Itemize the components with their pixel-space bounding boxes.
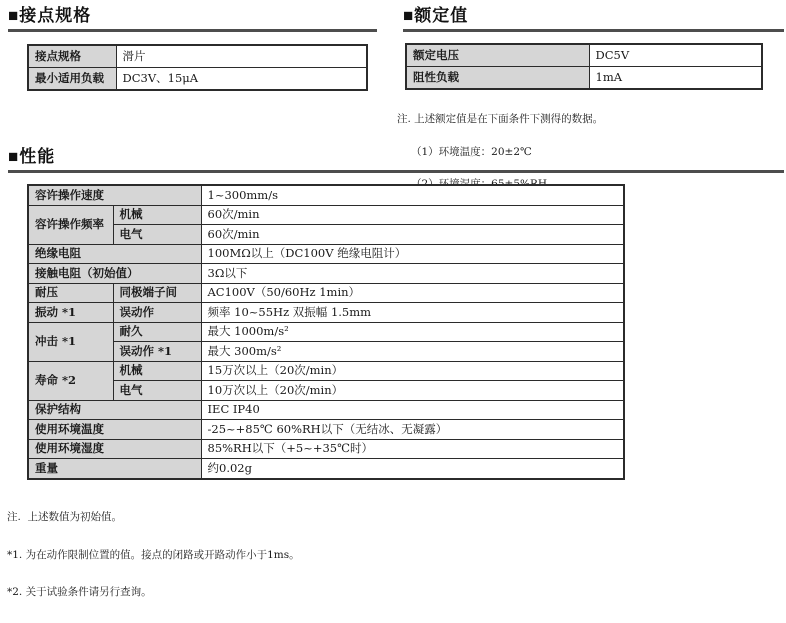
table-row bbox=[28, 381, 624, 401]
table-row bbox=[28, 225, 624, 245]
table-row bbox=[28, 459, 624, 479]
contact-spec-section bbox=[8, 5, 377, 91]
note-line: （1）环境温度：20±2℃ bbox=[411, 145, 532, 158]
table-row bbox=[28, 361, 624, 381]
performance-title: ■性能 bbox=[8, 146, 784, 173]
row-value: DC3V、15μA bbox=[116, 68, 367, 91]
row-label: 保护结构 bbox=[28, 400, 201, 420]
row-label: 使用环境温度 bbox=[28, 420, 201, 440]
row-label: 使用环境湿度 bbox=[28, 439, 201, 459]
table-row bbox=[28, 439, 624, 459]
row-value: 85%RH以下（+5~+35℃时） bbox=[201, 439, 624, 459]
row-label: 寿命 *2 bbox=[28, 361, 113, 400]
contact-spec-title: ■接点规格 bbox=[8, 5, 377, 32]
row-value: 10万次以上（20次/min） bbox=[201, 381, 624, 401]
table-row bbox=[28, 185, 624, 205]
row-label: 阻性负载 bbox=[406, 67, 589, 90]
table-row bbox=[28, 342, 624, 362]
table-row bbox=[28, 283, 624, 303]
table-row bbox=[28, 205, 624, 225]
row-value: IEC IP40 bbox=[201, 400, 624, 420]
contact-spec-table bbox=[27, 44, 368, 91]
row-sublabel: 电气 bbox=[113, 225, 201, 245]
row-value: 1~300mm/s bbox=[201, 185, 624, 205]
row-value: 最大 300m/s² bbox=[201, 342, 624, 362]
row-label: 接点规格 bbox=[28, 45, 116, 68]
row-value: 15万次以上（20次/min） bbox=[201, 361, 624, 381]
table-row bbox=[406, 67, 762, 90]
table-row bbox=[28, 264, 624, 284]
row-sublabel: 同极端子间 bbox=[113, 283, 201, 303]
table-row bbox=[28, 45, 367, 68]
note-line: *2. 关于试验条件请另行查询。 bbox=[7, 585, 152, 598]
row-label: 容许操作速度 bbox=[28, 185, 201, 205]
row-label: 耐压 bbox=[28, 283, 113, 303]
row-value: DC5V bbox=[589, 44, 762, 67]
row-label: 振动 *1 bbox=[28, 303, 113, 323]
performance-section bbox=[8, 146, 784, 623]
row-label: 额定电压 bbox=[406, 44, 589, 67]
table-row bbox=[28, 322, 624, 342]
note-line: 注. 上述数值为初始值。 bbox=[7, 511, 123, 524]
table-row bbox=[28, 68, 367, 91]
table-row bbox=[28, 244, 624, 264]
rated-values-table bbox=[405, 43, 763, 90]
row-label: 最小适用负载 bbox=[28, 68, 116, 91]
row-value: 3Ω以下 bbox=[201, 264, 624, 284]
row-sublabel: 机械 bbox=[113, 205, 201, 225]
table-row bbox=[28, 303, 624, 323]
row-label: 绝缘电阻 bbox=[28, 244, 201, 264]
row-label: 容许操作频率 bbox=[28, 205, 113, 244]
row-value: 100MΩ以上（DC100V 绝缘电阻计） bbox=[201, 244, 624, 264]
row-label: 接触电阻（初始值） bbox=[28, 264, 201, 284]
performance-notes bbox=[7, 487, 784, 623]
row-value: 频率 10~55Hz 双振幅 1.5mm bbox=[201, 303, 624, 323]
note-line: *1. 为在动作限制位置的值。接点的闭路或开路动作小于1ms。 bbox=[7, 548, 300, 561]
row-value: -25~+85℃ 60%RH以下（无结冰、无凝露） bbox=[201, 420, 624, 440]
note-line: 注. 上述额定值是在下面条件下测得的数据。 bbox=[397, 112, 604, 125]
performance-table bbox=[27, 184, 625, 480]
row-value: 约0.02g bbox=[201, 459, 624, 479]
row-sublabel: 耐久 bbox=[113, 322, 201, 342]
row-sublabel: 电气 bbox=[113, 381, 201, 401]
row-value: AC100V（50/60Hz 1min） bbox=[201, 283, 624, 303]
row-sublabel: 误动作 bbox=[113, 303, 201, 323]
table-row bbox=[28, 400, 624, 420]
row-label: 重量 bbox=[28, 459, 201, 479]
rated-values-title: ■额定值 bbox=[403, 5, 784, 32]
row-sublabel: 误动作 *1 bbox=[113, 342, 201, 362]
table-row bbox=[406, 44, 762, 67]
row-value: 1mA bbox=[589, 67, 762, 90]
row-value: 最大 1000m/s² bbox=[201, 322, 624, 342]
row-value: 滑片 bbox=[116, 45, 367, 68]
row-label: 冲击 *1 bbox=[28, 322, 113, 361]
table-row bbox=[28, 420, 624, 440]
row-value: 60次/min bbox=[201, 205, 624, 225]
row-sublabel: 机械 bbox=[113, 361, 201, 381]
row-value: 60次/min bbox=[201, 225, 624, 245]
